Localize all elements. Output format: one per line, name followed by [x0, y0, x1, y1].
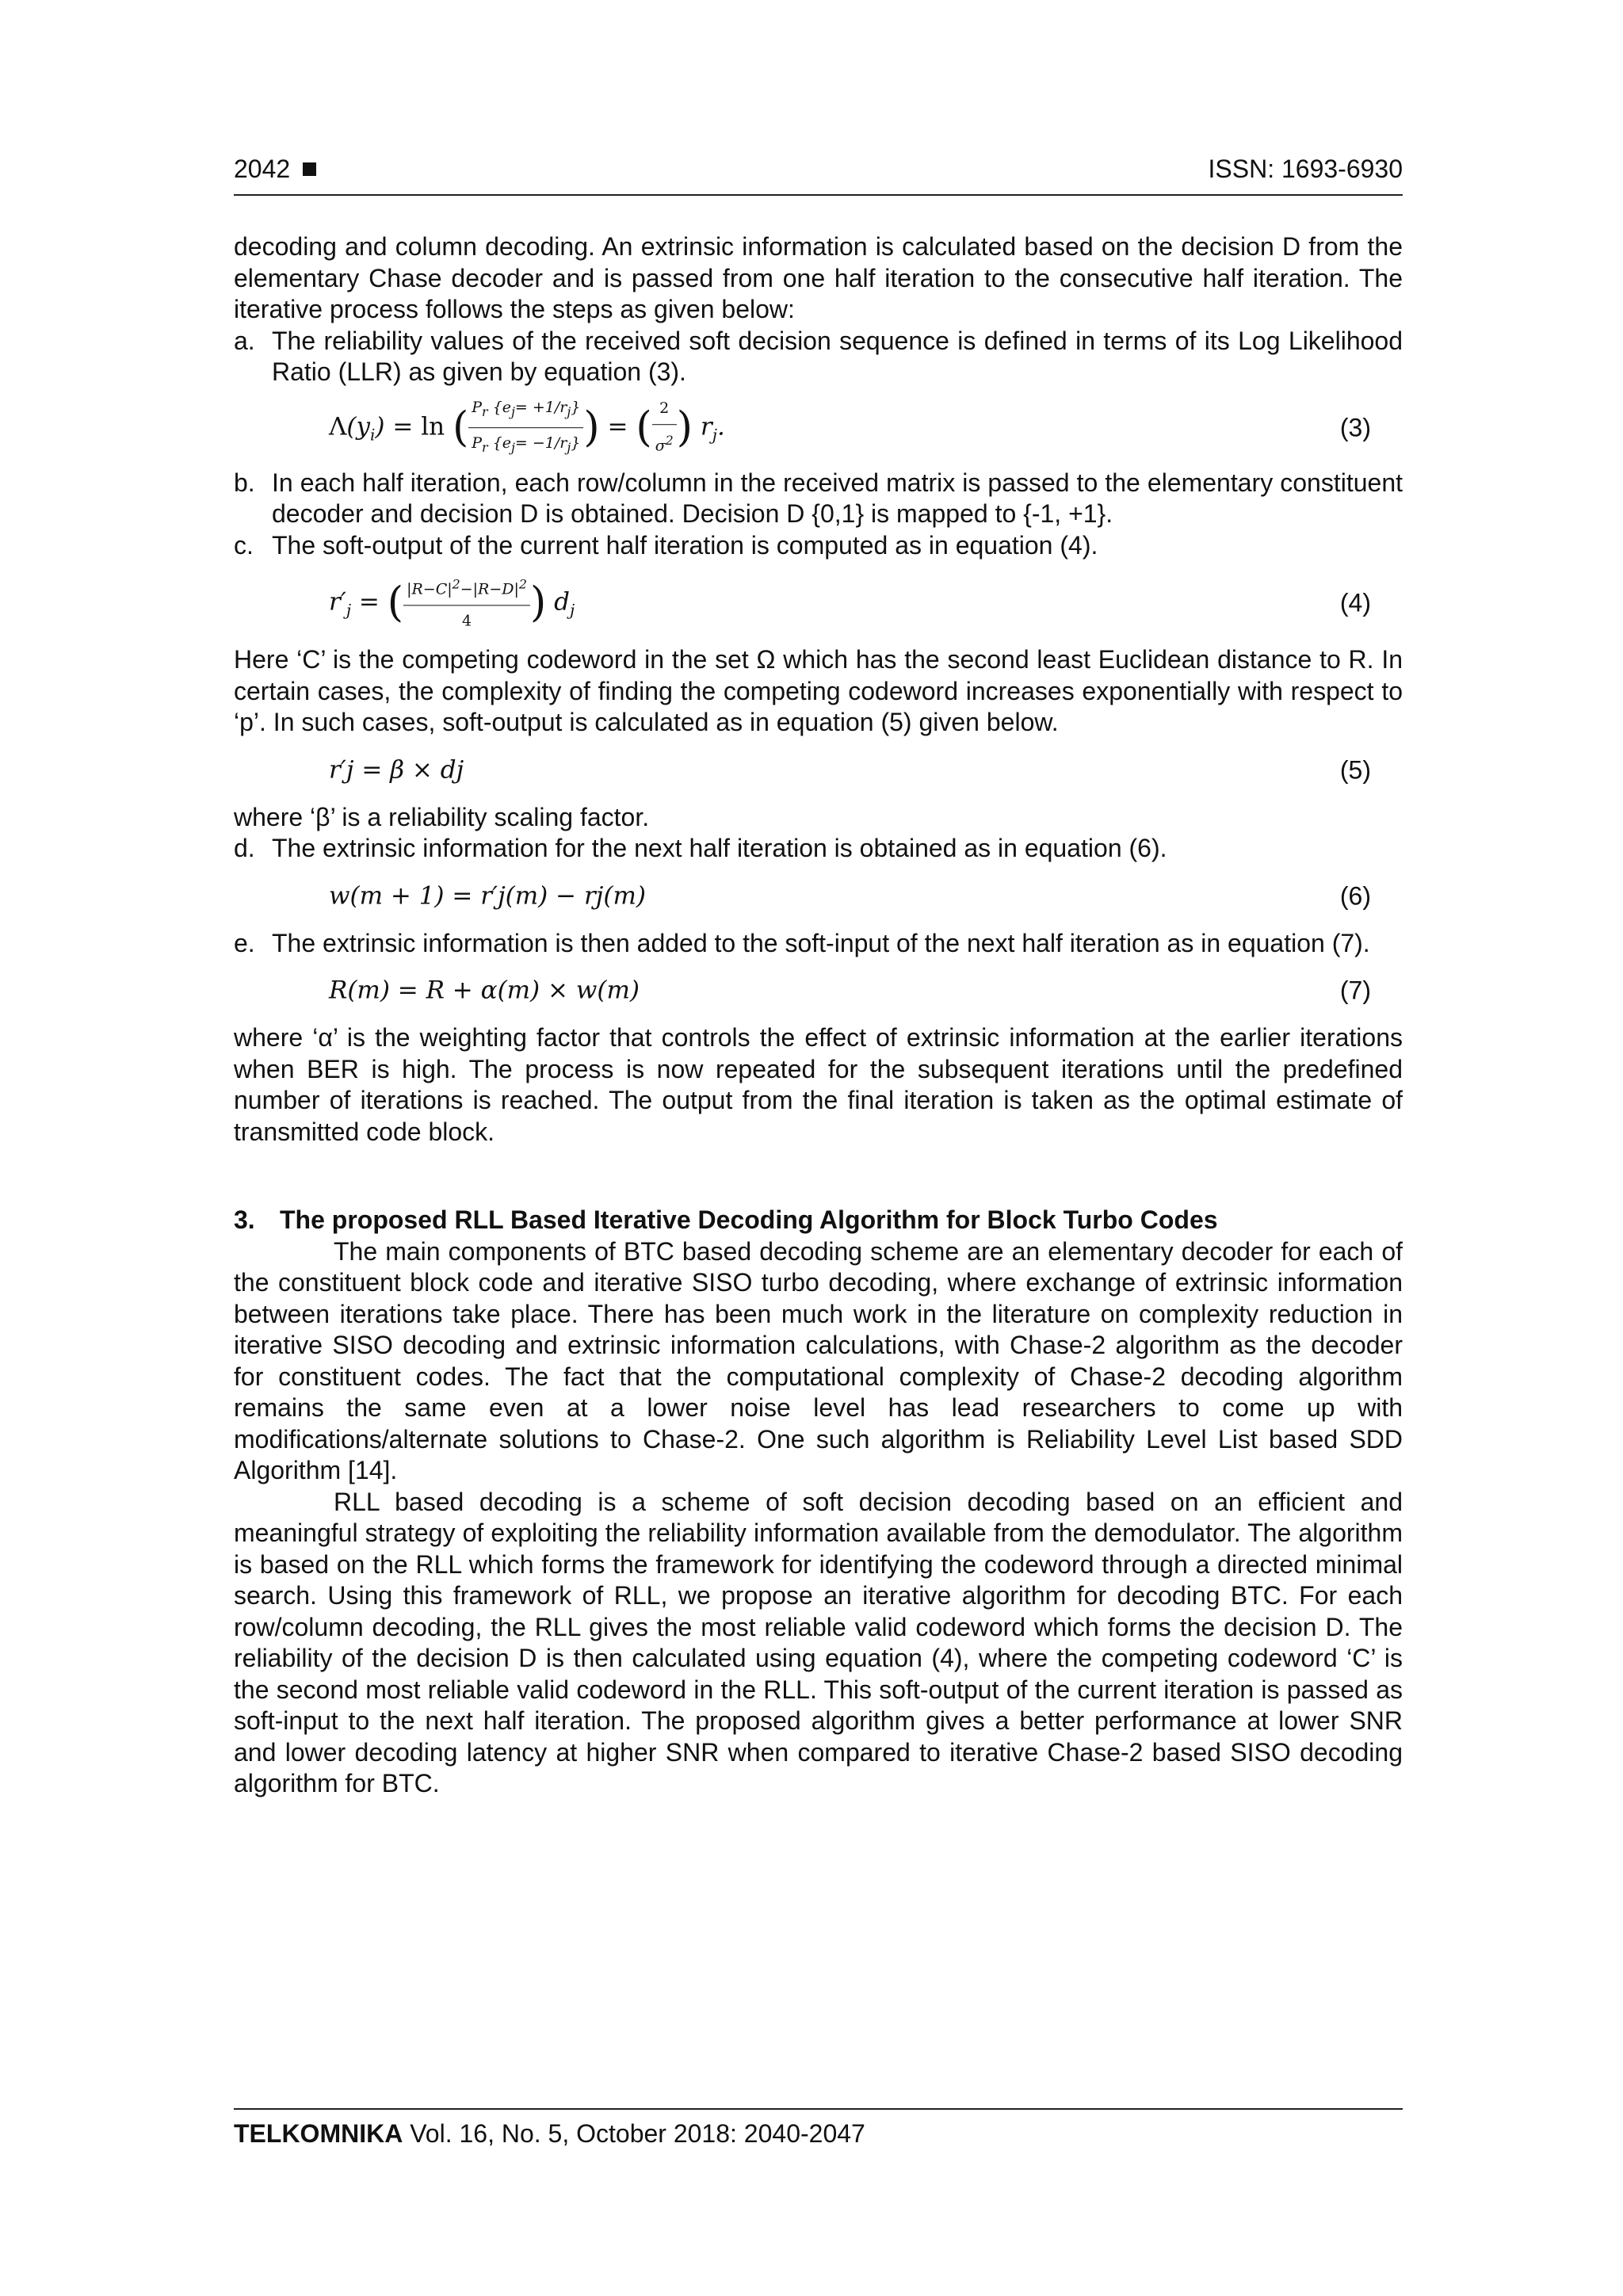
step-b-text: In each half iteration, each row/column in the received matrix is passed to the elementary constituent decoder and decision D is obtained. Decision D {0,1} is mapped to {-1, +1}.: [272, 468, 1403, 528]
journal-details: Vol. 16, No. 5, October 2018: 2040-2047: [403, 2119, 865, 2148]
equation-3-formula: $\Lambda(y_i) = \ln$ ( $\frac{P_r \{e_j= +1/r_j\}}{P_r \{e_j= -1/r_j\}}$ ) = ( $\frac{2}{\sigma^2}$ ) $r_j$.: [329, 392, 725, 464]
equation-6: [234, 865, 1403, 928]
step-d: [234, 833, 1403, 865]
paragraph-beta: where ‘β’ is a reliability scaling factor.: [234, 802, 650, 831]
equation-4-number: (4): [1339, 587, 1371, 617]
step-d-text: The extrinsic information for the next half iteration is obtained as in equation (6).: [272, 834, 1167, 862]
paragraph-alpha: where ‘α’ is the weighting factor that controls the effect of extrinsic information at the earlier iterations when BER is high. The process is now repeated for the subsequent iterations until the predefined number of iterations is reached. The output from the final iteration is taken as the optimal estimate of transmitted code block.: [234, 1023, 1403, 1146]
step-e-marker: e.: [234, 928, 255, 957]
equation-7: [234, 959, 1403, 1022]
step-b: [234, 468, 1403, 530]
page-number: 2042: [234, 155, 291, 183]
step-e-text: The extrinsic information is then added to the soft-input of the next half iteration as in equation (7).: [272, 928, 1370, 957]
step-a: [234, 326, 1403, 388]
equation-7-formula: R(m) = R + α(m) × w(m): [329, 976, 640, 1005]
equation-5-number: (5): [1339, 755, 1371, 784]
equation-3-number: (3): [1339, 412, 1371, 441]
step-a-text: The reliability values of the received soft decision sequence is defined in terms of its Log Likelihood Ratio (LLR) as given by equation (3).: [272, 326, 1403, 386]
section-paragraph-1: The main components of BTC based decoding scheme are an elementary decoder for each of the constituent block code and iterative SISO turbo decoding, where exchange of extrinsic information between iterations take place. There has been much work in the literature on complexity reduction in iterative SISO decoding and extrinsic information calculations, with Chase-2 algorithm as the decoder for constituent codes. The fact that the computational complexity of Chase-2 decoding algorithm remains the same even at a lower noise level has lead researchers to come up with modifications/alternate solutions to Chase-2. One such algorithm is Reliability Level List based SDD Algorithm [14].: [234, 1236, 1403, 1484]
step-c-text: The soft-output of the current half iteration is computed as in equation (4).: [272, 530, 1098, 560]
page-header: [234, 155, 1403, 196]
square-bullet-icon: [303, 162, 316, 176]
step-c-marker: c.: [234, 530, 254, 560]
equation-4: [234, 561, 1403, 644]
equation-4-formula: $r'_j$ = ( $\frac{|R-C|^2-|R-D|^2}{4}$ ) $d_j$: [329, 568, 575, 637]
journal-name: TELKOMNIKA: [234, 2119, 403, 2148]
equation-6-formula: w(m + 1) = r′j(m) − rj(m): [329, 881, 646, 910]
step-b-marker: b.: [234, 468, 255, 497]
step-a-marker: a.: [234, 326, 255, 355]
step-c: [234, 530, 1403, 562]
equation-5-formula: r′j = β × dj: [329, 755, 464, 784]
body-text: [234, 231, 1403, 1800]
equation-5: [234, 739, 1403, 802]
intro-paragraph: decoding and column decoding. An extrinsic information is calculated based on the decision D from the elementary Chase decoder and is passed from one half iteration to the consecutive half iteration. The iterative process follows the steps as given below:: [234, 232, 1403, 323]
header-left: [234, 155, 316, 184]
equation-3: [234, 388, 1403, 468]
step-d-marker: d.: [234, 834, 255, 862]
section-number: 3.: [234, 1205, 255, 1234]
page-footer: [234, 2108, 1403, 2149]
step-e: [234, 928, 1403, 960]
paragraph-here: Here ‘C’ is the competing codeword in the set Ω which has the second least Euclidean distance to R. In certain cases, the complexity of finding the competing codeword increases exponentially with respect to ‘p’. In such cases, soft-output is calculated as in equation (5) given below.: [234, 645, 1403, 736]
equation-7-number: (7): [1339, 976, 1371, 1005]
equation-6-number: (6): [1339, 881, 1371, 910]
section-heading: [234, 1205, 1403, 1236]
issn: ISSN: 1693-6930: [1208, 155, 1403, 183]
page: [234, 0, 1403, 2296]
section-title: The proposed RLL Based Iterative Decoding Algorithm for Block Turbo Codes: [280, 1205, 1218, 1234]
section-paragraph-2: RLL based decoding is a scheme of soft decision decoding based on an efficient and meaningful strategy of exploiting the reliability information available from the demodulator. The algorithm is based on the RLL which forms the framework for identifying the codeword through a directed minimal search. Using this framework of RLL, we propose an iterative algorithm for decoding BTC. For each row/column decoding, the RLL gives the most reliable valid codeword which forms the decision D. The reliability of the decision D is then calculated using equation (4), where the competing codeword ‘C’ is the second most reliable valid codeword in the RLL. This soft-output of the current iteration is passed as soft-input to the next half iteration. The proposed algorithm gives a better performance at lower SNR and lower decoding latency at higher SNR when compared to iterative Chase-2 based SISO decoding algorithm for BTC.: [234, 1487, 1403, 1797]
